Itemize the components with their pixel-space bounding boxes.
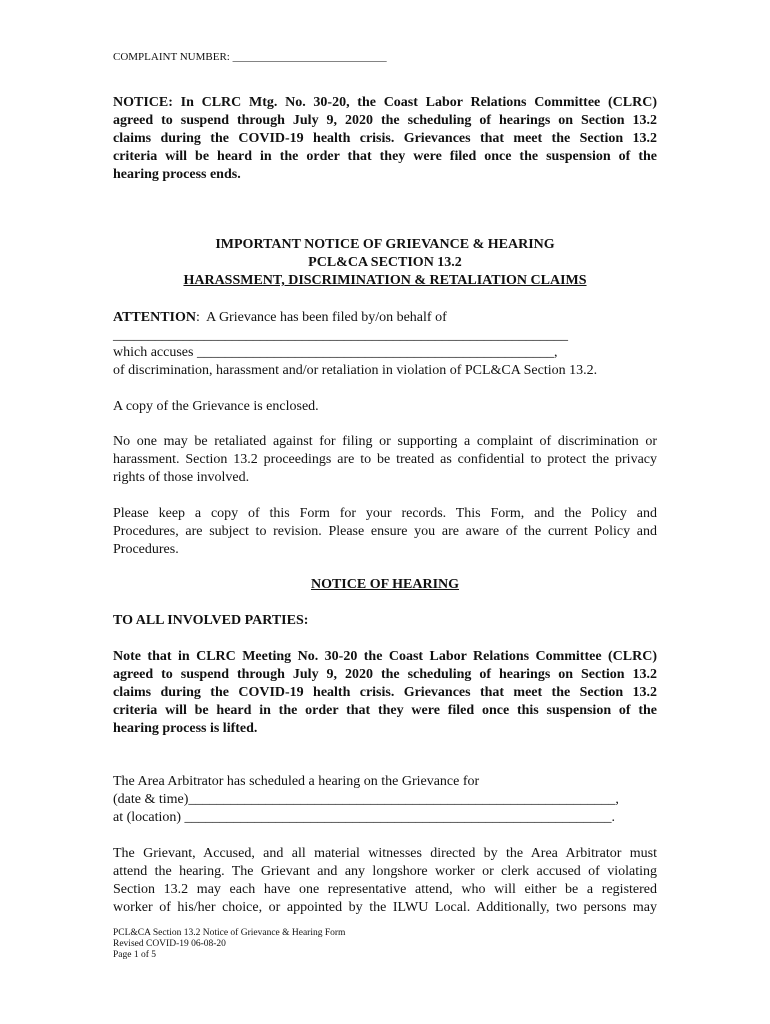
title-line-3: HARASSMENT, DISCRIMINATION & RETALIATION CLAIMS (183, 273, 587, 288)
complaint-number-field: COMPLAINT NUMBER: ____________________________ (113, 51, 387, 63)
keep-copy-line: Procedures, are subject to revision. Please ensure you are aware of the current Policy and (113, 524, 657, 539)
copy-enclosed-text: A copy of the Grievance is enclosed. (113, 399, 319, 414)
meeting-note-line: hearing process is lifted. (113, 721, 258, 736)
violation-text: of discrimination, harassment and/or retaliation in violation of PCL&CA Section 13.2. (113, 363, 598, 378)
notice-top-line: NOTICE: In CLRC Mtg. No. 30-20, the Coast Labor Relations Committee (CLRC) (113, 95, 657, 110)
footer-revision: Revised COVID-19 06-08-20 (113, 939, 226, 949)
no-retaliation-line: No one may be retaliated against for filing or supporting a complaint of discrimination or (113, 434, 657, 449)
notice-top-line: agreed to suspend through July 9, 2020 the scheduling of hearings on Section 13.2 (113, 113, 657, 128)
attention-line (113, 309, 447, 327)
title-line-1: IMPORTANT NOTICE OF GRIEVANCE & HEARING (215, 237, 555, 252)
arbitrator-text: The Area Arbitrator has scheduled a hearing on the Grievance for (113, 774, 480, 789)
attention-text: : A Grievance has been filed by/on behalf of (195, 310, 447, 325)
keep-copy-line: Procedures. (113, 542, 179, 557)
meeting-note-line: agreed to suspend through July 9, 2020 the scheduling of hearings on Section 13.2 (113, 667, 657, 682)
accused-blank: which accuses ___________________________________________________, (113, 345, 558, 360)
no-retaliation-line: rights of those involved. (113, 470, 250, 485)
meeting-note-line: Note that in CLRC Meeting No. 30-20 the Coast Labor Relations Committee (CLRC) (113, 649, 657, 664)
hearing-date-time-blank: (date & time)_____________________________________________________________, (113, 792, 619, 807)
notice-of-hearing-heading: NOTICE OF HEARING (310, 577, 460, 592)
grievant-paragraph-line: Section 13.2 may each have one representative attend, who will either be a registered (113, 882, 657, 897)
title-line-2: PCL&CA SECTION 13.2 (308, 255, 462, 270)
grievant-paragraph-line: worker of his/her choice, or appointed by the ILWU Local. Additionally, two persons may (113, 900, 657, 915)
no-retaliation-line: harassment. Section 13.2 proceedings are to be treated as confidential to protect the privacy (113, 452, 657, 467)
meeting-note-line: criteria will be heard in the order that they were filed once this suspension of the (113, 703, 657, 718)
to-all-parties-heading: TO ALL INVOLVED PARTIES: (113, 613, 309, 628)
notice-top-line: criteria will be heard in the order that they were filed once the suspension of the (113, 149, 657, 164)
notice-top-line: claims during the COVID-19 health crisis. Grievances that meet the Section 13.2 (113, 131, 657, 146)
grievant-name-blank: _________________________________________________________________ (113, 328, 568, 343)
notice-top-line: hearing process ends. (113, 167, 241, 182)
footer-form-name: PCL&CA Section 13.2 Notice of Grievance & Hearing Form (113, 928, 346, 938)
attention-label: ATTENTION (113, 310, 196, 325)
grievant-paragraph-line: The Grievant, Accused, and all material witnesses directed by the Area Arbitrator must (113, 846, 657, 861)
keep-copy-line: Please keep a copy of this Form for your records. This Form, and the Policy and (113, 506, 657, 521)
meeting-note-line: claims during the COVID-19 health crisis. Grievances that meet the Section 13.2 (113, 685, 657, 700)
hearing-location-blank: at (location) _____________________________________________________________. (113, 810, 616, 825)
grievant-paragraph-line: attend the hearing. The Grievant and any longshore worker or clerk accused of violating (113, 864, 657, 879)
footer-page-number: Page 1 of 5 (113, 950, 157, 960)
